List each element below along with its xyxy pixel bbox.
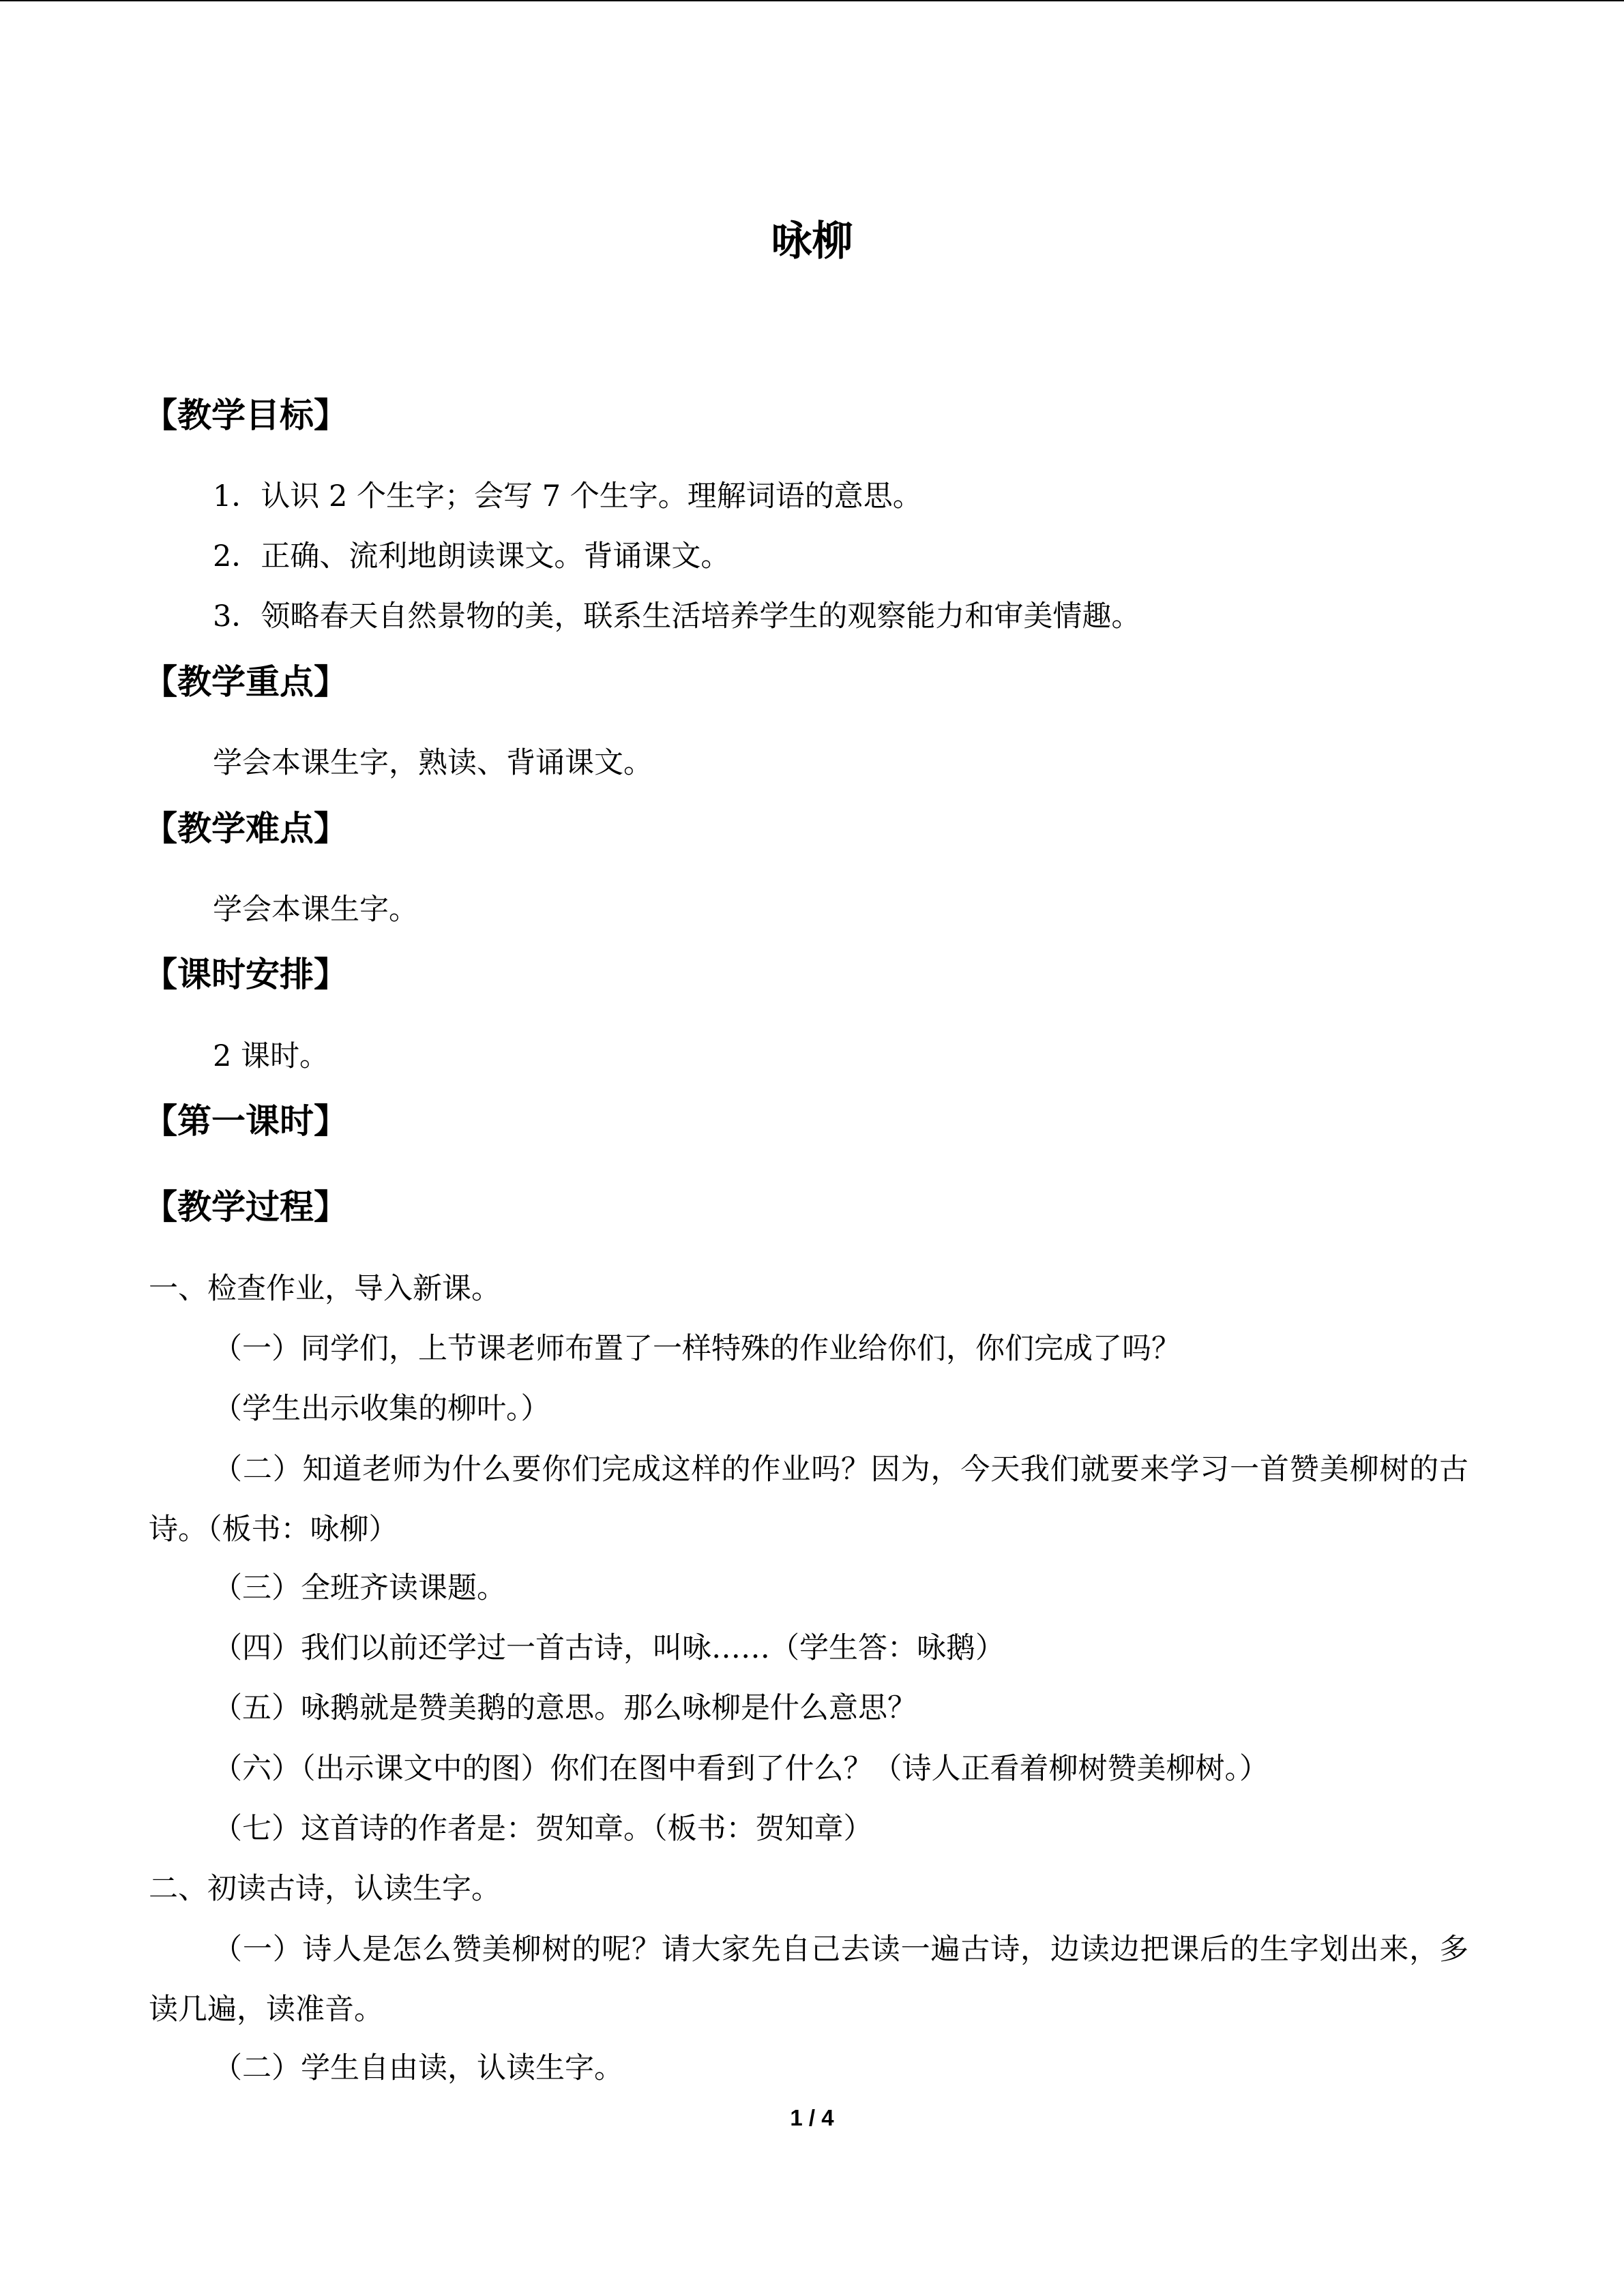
objective-item: 3．领略春天自然景物的美，联系生活培养学生的观察能力和审美情趣。 <box>213 599 1141 633</box>
document-title: 咏柳 <box>771 218 853 265</box>
process-item: （一）诗人是怎么赞美柳树的呢？请大家先自己去读一遍古诗，边读边把课后的生字划出来，多读几遍，读准音。 <box>149 1933 1468 2027</box>
page-number: 1 / 4 <box>790 2105 834 2130</box>
objective-item: 2．正确、流利地朗读课文。背诵课文。 <box>213 539 730 573</box>
process-item: （四）我们以前还学过一首古诗，叫咏……（学生答：咏鹅） <box>213 1631 1005 1665</box>
section-title: 二、初读古诗，认读生字。 <box>149 1872 501 1906</box>
process-item: （二）学生自由读，认读生字。 <box>213 2051 623 2085</box>
section-title: 一、检查作业，导入新课。 <box>149 1272 501 1306</box>
process-item: （五）咏鹅就是赞美鹅的意思。那么咏柳是什么意思？ <box>213 1691 917 1725</box>
heading-key-points: 【教学重点】 <box>143 662 348 702</box>
process-item: （三）全班齐读课题。 <box>213 1571 506 1605</box>
heading-difficulties: 【教学难点】 <box>143 809 348 848</box>
process-item: （七）这首诗的作者是：贺知章。（板书：贺知章） <box>213 1812 873 1846</box>
heading-process: 【教学过程】 <box>143 1187 348 1227</box>
objective-item: 1．认识 2 个生字；会写 7 个生字。理解词语的意思。 <box>213 479 922 513</box>
schedule-text: 2 课时。 <box>213 1039 329 1073</box>
process-item: （学生出示收集的柳叶。） <box>213 1392 550 1426</box>
heading-schedule: 【课时安排】 <box>143 955 348 994</box>
heading-first-lesson: 【第一课时】 <box>143 1101 348 1141</box>
difficulties-text: 学会本课生字。 <box>213 893 418 927</box>
process-item: （六）（出示课文中的图）你们在图中看到了什么？（诗人正看着柳树赞美柳树。） <box>213 1752 1269 1786</box>
process-item: （二）知道老师为什么要你们完成这样的作业吗？因为，今天我们就要来学习一首赞美柳树的古诗。（板书：咏柳） <box>149 1452 1468 1547</box>
process-item: （一）同学们，上节课老师布置了一样特殊的作业给你们，你们完成了吗？ <box>213 1332 1181 1366</box>
heading-objectives: 【教学目标】 <box>143 396 348 435</box>
key-points-text: 学会本课生字，熟读、背诵课文。 <box>213 746 653 780</box>
